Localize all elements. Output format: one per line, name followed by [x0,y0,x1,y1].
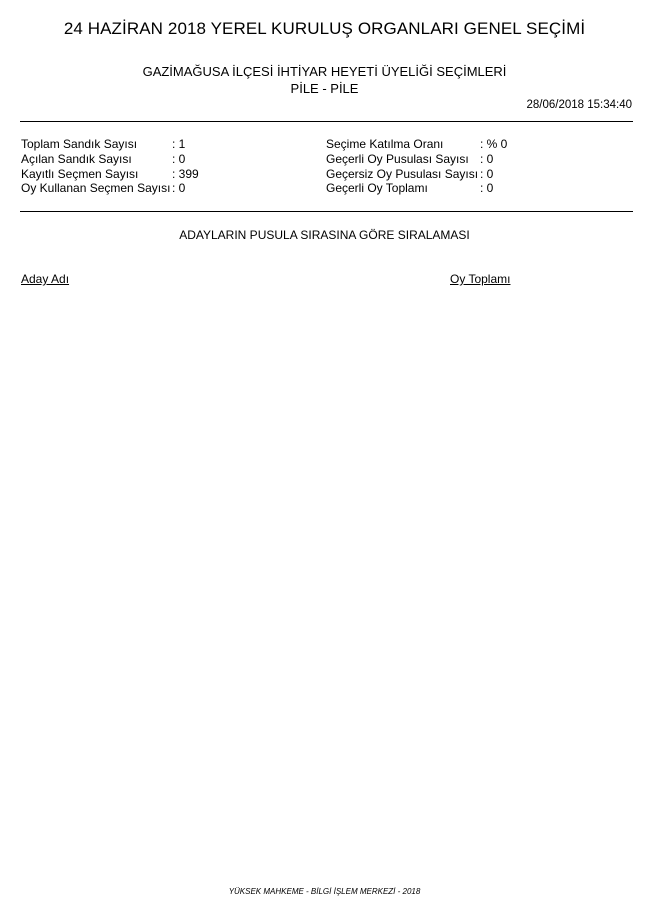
stats-left-column [21,137,199,196]
stat-valid-vote-total [326,181,507,196]
stat-voters-who-voted [21,181,199,196]
stat-label: Geçerli Oy Toplamı [326,181,428,196]
ranking-heading: ADAYLARIN PUSULA SIRASINA GÖRE SIRALAMASI [179,228,470,242]
stat-registered-voters [21,167,199,182]
stat-label: Kayıtlı Seçmen Sayısı [21,166,139,181]
stat-label: Oy Kullanan Seçmen Sayısı [21,181,171,196]
stat-label: Geçersiz Oy Pusulası Sayısı [326,166,479,181]
location-subtitle: PİLE - PİLE [290,81,359,96]
stat-value: : 1 [172,137,186,151]
page-footer: YÜKSEK MAHKEME - BİLGİ İŞLEM MERKEZİ - 2018 [228,887,421,896]
stat-total-ballot-boxes [21,137,199,152]
stat-value: : 399 [172,166,199,181]
stat-label: Seçime Katılma Oranı [326,137,444,151]
stat-turnout-rate [326,137,507,152]
bottom-divider [20,211,633,212]
stat-invalid-ballots [326,167,507,182]
candidate-name-column-header: Aday Adı [21,272,70,286]
document-title: 24 HAZİRAN 2018 YEREL KURULUŞ ORGANLARI GENEL SEÇİMİ [63,19,586,38]
stat-label: Toplam Sandık Sayısı [21,137,138,151]
election-subtitle: GAZİMAĞUSA İLÇESİ İHTİYAR HEYETİ ÜYELİĞİ SEÇİMLERİ [142,64,507,79]
report-timestamp: 28/06/2018 15:34:40 [526,99,632,111]
stat-valid-ballots [326,152,507,167]
stat-opened-ballot-boxes [21,152,199,167]
stat-value: : 0 [480,166,494,181]
stat-value: : 0 [480,151,494,166]
top-divider [20,121,633,122]
stat-value: : 0 [172,181,186,196]
stat-label: Geçerli Oy Pusulası Sayısı [326,151,469,166]
vote-total-column-header: Oy Toplamı [450,272,511,286]
stat-label: Açılan Sandık Sayısı [21,151,132,166]
stat-value: : 0 [172,151,186,166]
stats-right-column [326,137,507,196]
stat-value: : % 0 [480,137,508,151]
stat-value: : 0 [480,181,494,196]
